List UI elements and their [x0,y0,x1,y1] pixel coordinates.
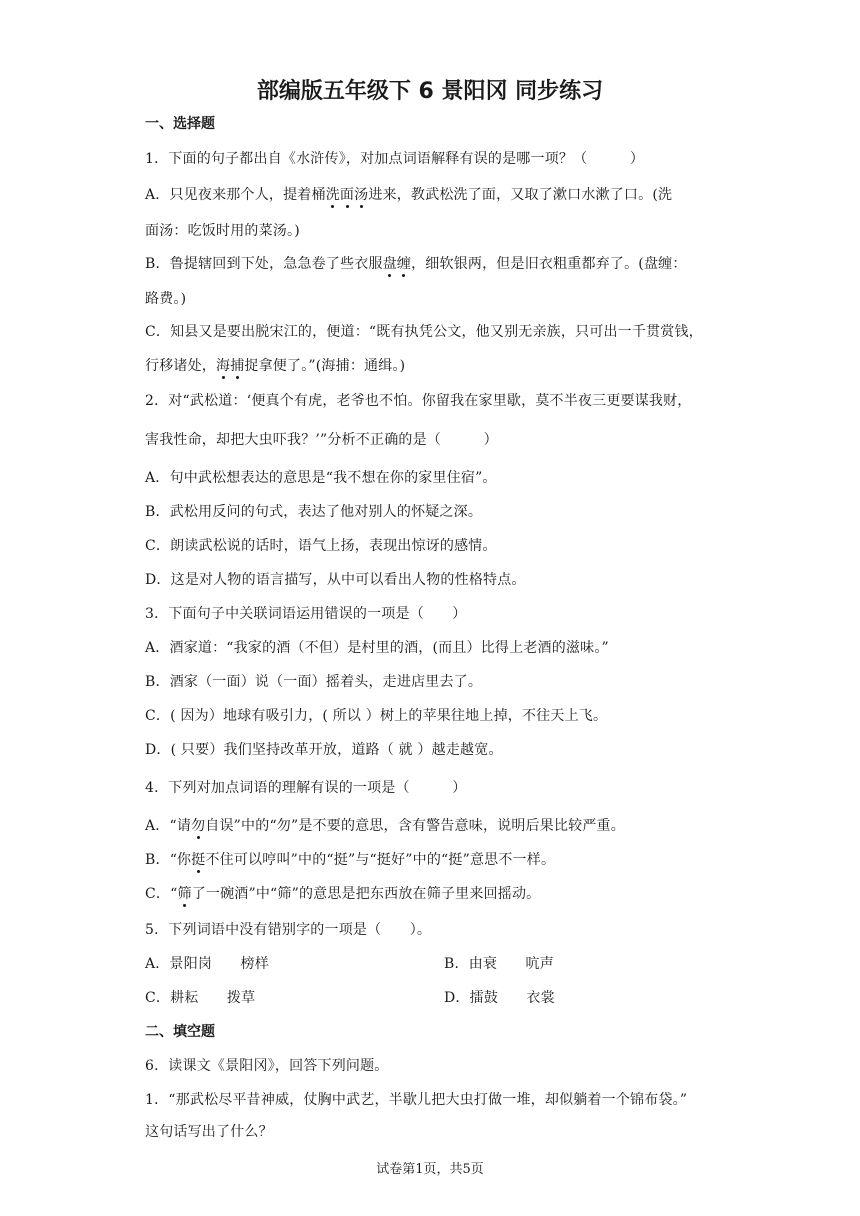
option-text: C．“ [145,886,178,902]
question-3-option-a: A．酒家道：“我家的酒（不但）是村里的酒，(而且）比得上老酒的滋味。” [145,640,609,656]
question-3-stem: 3．下面句子中关联词语运用错误的一项是（ ） [145,606,467,622]
emphasis-char: 捕 [230,358,245,374]
question-1-option-a-cont: 面汤：吃饭时用的菜汤。) [145,223,300,239]
question-2-stem-cont: 害我性命，却把大虫吓我？’”分析不正确的是（ ） [145,432,498,448]
question-6-sub-1-cont: 这句话写出了什么？ [145,1124,273,1140]
question-4-option-a [145,815,625,835]
emphasis-char: 汤 [354,187,369,203]
emphasis-char: 缠 [396,256,412,272]
option-text: B．“你 [145,852,192,868]
option-text: ，细软银两，但是旧衣粗重都弃了。(盘缠： [411,256,687,272]
question-2-option-d: D．这是对人物的语言描写，从中可以看出人物的性格特点。 [145,572,526,588]
question-5-option-a: A．景阳岗 榜样 [145,956,269,972]
page-title: 部编版五年级下 6 景阳冈 同步练习 [256,79,604,104]
dotted-word [216,358,244,374]
emphasis-char: 面 [339,187,355,203]
question-1-option-c: C．知县又是要出脱宋江的，便道：“既有执凭公文，他又别无亲族，只可出一千贯赏钱， [145,324,703,340]
section-heading-fill: 二、填空题 [145,1024,215,1040]
option-text: 不住可以哼叫”中的“挺”与“挺好”中的“挺”意思不一样。 [205,852,556,868]
option-text: A．只见夜来那个人，提着桶 [145,187,326,203]
option-text: A．“请 [145,818,192,834]
option-text: 捉拿便了。”(海捕：通缉。) [244,358,406,374]
option-text: B．鲁提辖回到下处，急急卷了些衣服 [145,256,383,272]
question-3-option-c: C．( 因为）地球有吸引力，( 所以 ）树上的苹果往地上掉，不往天上飞。 [145,708,608,724]
question-5-stem: 5．下列词语中没有错别字的一项是（ ）。 [145,922,432,938]
option-text: 了一碗酒”中“筛”的意思是把东西放在筛子里来回摇动。 [191,886,541,902]
question-1-option-b [145,253,687,273]
question-1-option-a [145,184,672,204]
question-3-option-b: B．酒家（一面）说（一面）摇着头，走进店里去了。 [145,674,483,690]
question-2-stem: 2．对“武松道：‘便真个有虎，老爷也不怕。你留我在家里歇，莫不半夜三更要谋我财， [145,393,692,409]
dotted-word [383,256,411,272]
dotted-word [326,187,369,203]
emphasis-char: 洗 [325,187,340,203]
question-1-option-c-cont [145,355,405,375]
emphasis-char: 海 [216,358,231,374]
question-6-sub-1: 1．“那武松尽平昔神威，仗胸中武艺，半歇儿把大虫打做一堆，却似躺着一个锦布袋。” [145,1092,688,1108]
question-1-option-b-cont: 路费。) [145,291,187,307]
page-footer: 试卷第1页，共5页 [376,1162,484,1177]
question-4-stem: 4．下列对加点词语的理解有误的一项是（ ） [145,780,467,796]
question-2-option-a: A．句中武松想表达的意思是“我不想在你的家里住宿”。 [145,470,497,486]
dotted-word [177,886,191,902]
question-3-option-d: D．( 只要）我们坚持改革开放，道路（ 就 ）越走越宽。 [145,742,503,758]
option-text: 行移诸处， [145,358,216,374]
question-6-stem: 6．读课文《景阳冈》，回答下列问题。 [145,1058,389,1074]
question-1-stem: 1．下面的句子都出自《水浒传》，对加点词语解释有误的是哪一项？（ ） [145,151,645,167]
question-4-option-c [145,883,540,903]
emphasis-char: 盘 [382,256,397,272]
question-5-option-c: C．耕耘 拨草 [145,990,256,1006]
question-2-option-b: B．武松用反问的句式，表达了他对别人的怀疑之深。 [145,504,483,520]
emphasis-char: 筛 [177,886,192,902]
question-2-option-c: C．朗读武松说的话时，语气上扬，表现出惊讶的感情。 [145,538,497,554]
emphasis-char: 勿 [191,818,206,834]
question-5-option-b: B．由衰 吭声 [444,956,554,972]
option-text: 自误”中的“勿”是不要的意思，含有警告意味，说明后果比较严重。 [205,818,625,834]
option-text: 进来，教武松洗了面，又取了漱口水漱了口。(洗 [368,187,673,203]
section-heading-choice: 一、选择题 [145,116,215,132]
emphasis-char: 挺 [191,852,206,868]
question-5-option-d: D．擂鼓 衣裳 [444,990,555,1006]
dotted-word [191,818,205,834]
question-4-option-b [145,849,555,869]
dotted-word [191,852,205,868]
